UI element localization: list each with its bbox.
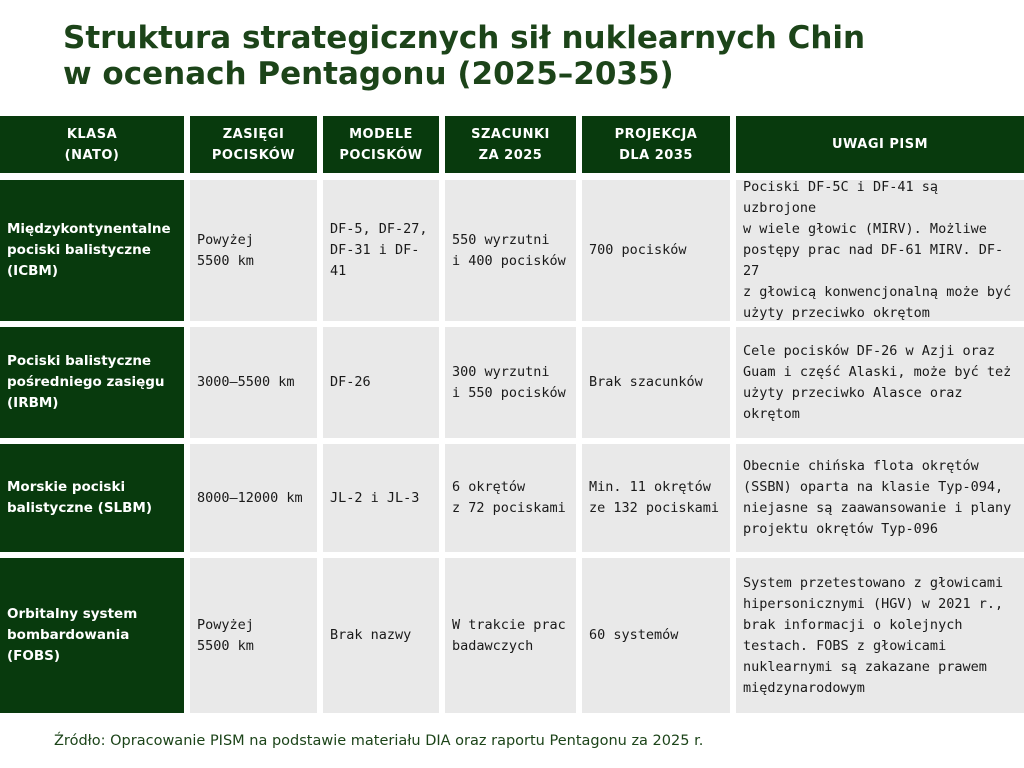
row-icbm-klasa: Międzykontynentalne pociski balistyczne (ICBM): [0, 180, 184, 321]
source-note: Źródło: Opracowanie PISM na podstawie materiału DIA oraz raportu Pentagonu za 2025 r.: [54, 733, 704, 749]
row-icbm-uwagi: Pociski DF-5C i DF-41 są uzbrojone w wiele głowic (MIRV). Możliwe postępy prac nad DF-61 MIRV. DF-27 z głowicą konwencjonalną może być użyty przeciwko okrętom: [736, 180, 1024, 321]
row-fobs-modele: Brak nazwy: [323, 558, 439, 713]
row-irbm-szacunki: 300 wyrzutni i 550 pocisków: [445, 327, 576, 438]
header-szacunki: SZACUNKI ZA 2025: [445, 116, 576, 173]
row-slbm-projekcja: Min. 11 okrętów ze 132 pociskami: [582, 444, 730, 552]
row-irbm-modele: DF-26: [323, 327, 439, 438]
row-irbm-zasieg: 3000–5500 km: [190, 327, 317, 438]
row-fobs-szacunki: W trakcie prac badawczych: [445, 558, 576, 713]
row-fobs-uwagi: System przetestowano z głowicami hipersonicznymi (HGV) w 2021 r., brak informacji o kolejnych testach. FOBS z głowicami nuklearnymi są zakazane prawem międzynarodowym: [736, 558, 1024, 713]
header-klasa: KLASA (NATO): [0, 116, 184, 173]
row-slbm-zasieg: 8000–12000 km: [190, 444, 317, 552]
row-irbm-projekcja: Brak szacunków: [582, 327, 730, 438]
title-line-2: w ocenach Pentagonu (2025–2035): [63, 56, 674, 92]
row-slbm-klasa: Morskie pociski balistyczne (SLBM): [0, 444, 184, 552]
row-icbm-projekcja: 700 pocisków: [582, 180, 730, 321]
row-fobs-projekcja: 60 systemów: [582, 558, 730, 713]
header-zasiegi: ZASIĘGI POCISKÓW: [190, 116, 317, 173]
page-title: [63, 20, 865, 92]
row-slbm-modele: JL-2 i JL-3: [323, 444, 439, 552]
row-irbm-klasa: Pociski balistyczne pośredniego zasięgu (IRBM): [0, 327, 184, 438]
row-icbm-szacunki: 550 wyrzutni i 400 pocisków: [445, 180, 576, 321]
row-fobs-klasa: Orbitalny system bombardowania (FOBS): [0, 558, 184, 713]
header-modele: MODELE POCISKÓW: [323, 116, 439, 173]
row-slbm-szacunki: 6 okrętów z 72 pociskami: [445, 444, 576, 552]
row-icbm-modele: DF-5, DF-27, DF-31 i DF-41: [323, 180, 439, 321]
row-fobs-zasieg: Powyżej 5500 km: [190, 558, 317, 713]
row-slbm-uwagi: Obecnie chińska flota okrętów (SSBN) oparta na klasie Typ-094, niejasne są zaawansowanie i plany projektu okrętów Typ-096: [736, 444, 1024, 552]
header-uwagi: UWAGI PISM: [736, 116, 1024, 173]
title-line-1: Struktura strategicznych sił nuklearnych Chin: [63, 20, 866, 56]
row-icbm-zasieg: Powyżej 5500 km: [190, 180, 317, 321]
row-irbm-uwagi: Cele pocisków DF-26 w Azji oraz Guam i część Alaski, może być też użyty przeciwko Alasce oraz okrętom: [736, 327, 1024, 438]
header-projekcja: PROJEKCJA DLA 2035: [582, 116, 730, 173]
